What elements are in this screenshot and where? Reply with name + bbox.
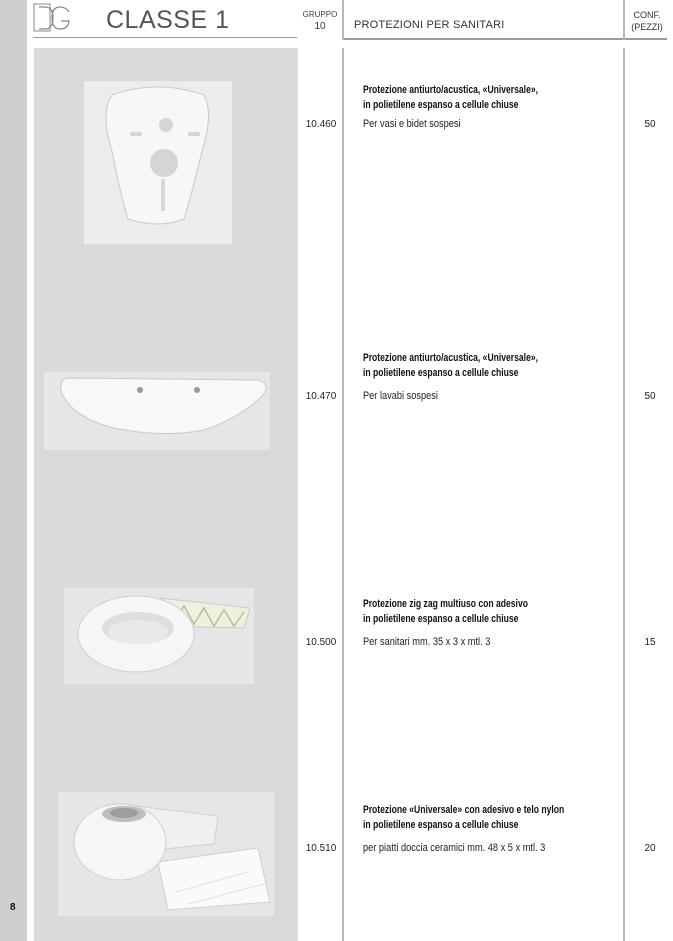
product-name bbox=[363, 351, 558, 381]
product-name bbox=[363, 83, 558, 113]
product-description: Per lavabi sospesi bbox=[363, 390, 438, 402]
product-description: Per sanitari mm. 35 x 3 x mtl. 3 bbox=[363, 636, 491, 648]
product-name bbox=[363, 597, 558, 627]
product-name-line: Protezione zig zag multiuso con adesivo bbox=[363, 598, 528, 610]
column-divider bbox=[342, 0, 344, 40]
group-label: GRUPPO bbox=[302, 10, 338, 19]
column-divider bbox=[342, 48, 344, 941]
product-photo-sink-protection bbox=[44, 372, 270, 450]
section-title: PROTEZIONI PER SANITARI bbox=[354, 19, 505, 31]
product-name-line: in polietilene espanso a cellule chiuse bbox=[363, 99, 519, 111]
conf-label bbox=[626, 9, 668, 33]
conf-label-line: CONF. bbox=[633, 10, 661, 20]
product-photo-zigzag-roll bbox=[64, 588, 254, 684]
product-code: 10.510 bbox=[305, 843, 337, 854]
product-description: Per vasi e bidet sospesi bbox=[363, 118, 461, 130]
product-name-line: in polietilene espanso a cellule chiuse bbox=[363, 613, 519, 625]
product-name-line: in polietilene espanso a cellule chiuse bbox=[363, 367, 519, 379]
header-rule bbox=[33, 37, 297, 38]
product-code: 10.470 bbox=[305, 391, 337, 402]
product-quantity: 50 bbox=[644, 119, 656, 130]
product-name-line: Protezione antiurto/acustica, «Universale», bbox=[363, 352, 539, 364]
product-name-line: in polietilene espanso a cellule chiuse bbox=[363, 819, 519, 831]
column-divider bbox=[623, 0, 625, 40]
product-quantity: 50 bbox=[644, 391, 656, 402]
product-name-line: Protezione «Universale» con adesivo e telo nylon bbox=[363, 804, 565, 816]
conf-label-line: (PEZZI) bbox=[631, 22, 663, 32]
product-photo-toilet-protection bbox=[84, 81, 232, 244]
image-column bbox=[34, 48, 298, 941]
product-photo-roll-with-nylon bbox=[58, 792, 274, 916]
product-code: 10.460 bbox=[305, 119, 337, 130]
column-divider bbox=[623, 48, 625, 941]
product-description: per piatti doccia ceramici mm. 48 x 5 x mtl. 3 bbox=[363, 842, 546, 854]
header-rule bbox=[342, 38, 667, 40]
class-title: CLASSE 1 bbox=[106, 6, 230, 34]
product-name-line: Protezione antiurto/acustica, «Universale», bbox=[363, 84, 539, 96]
dg-logo-icon bbox=[33, 3, 73, 33]
page-number: 8 bbox=[10, 902, 16, 913]
group-number: 10 bbox=[314, 21, 326, 32]
product-code: 10.500 bbox=[305, 637, 337, 648]
product-name bbox=[363, 803, 565, 833]
side-strip bbox=[0, 0, 27, 941]
product-quantity: 20 bbox=[644, 843, 656, 854]
product-quantity: 15 bbox=[644, 637, 656, 648]
